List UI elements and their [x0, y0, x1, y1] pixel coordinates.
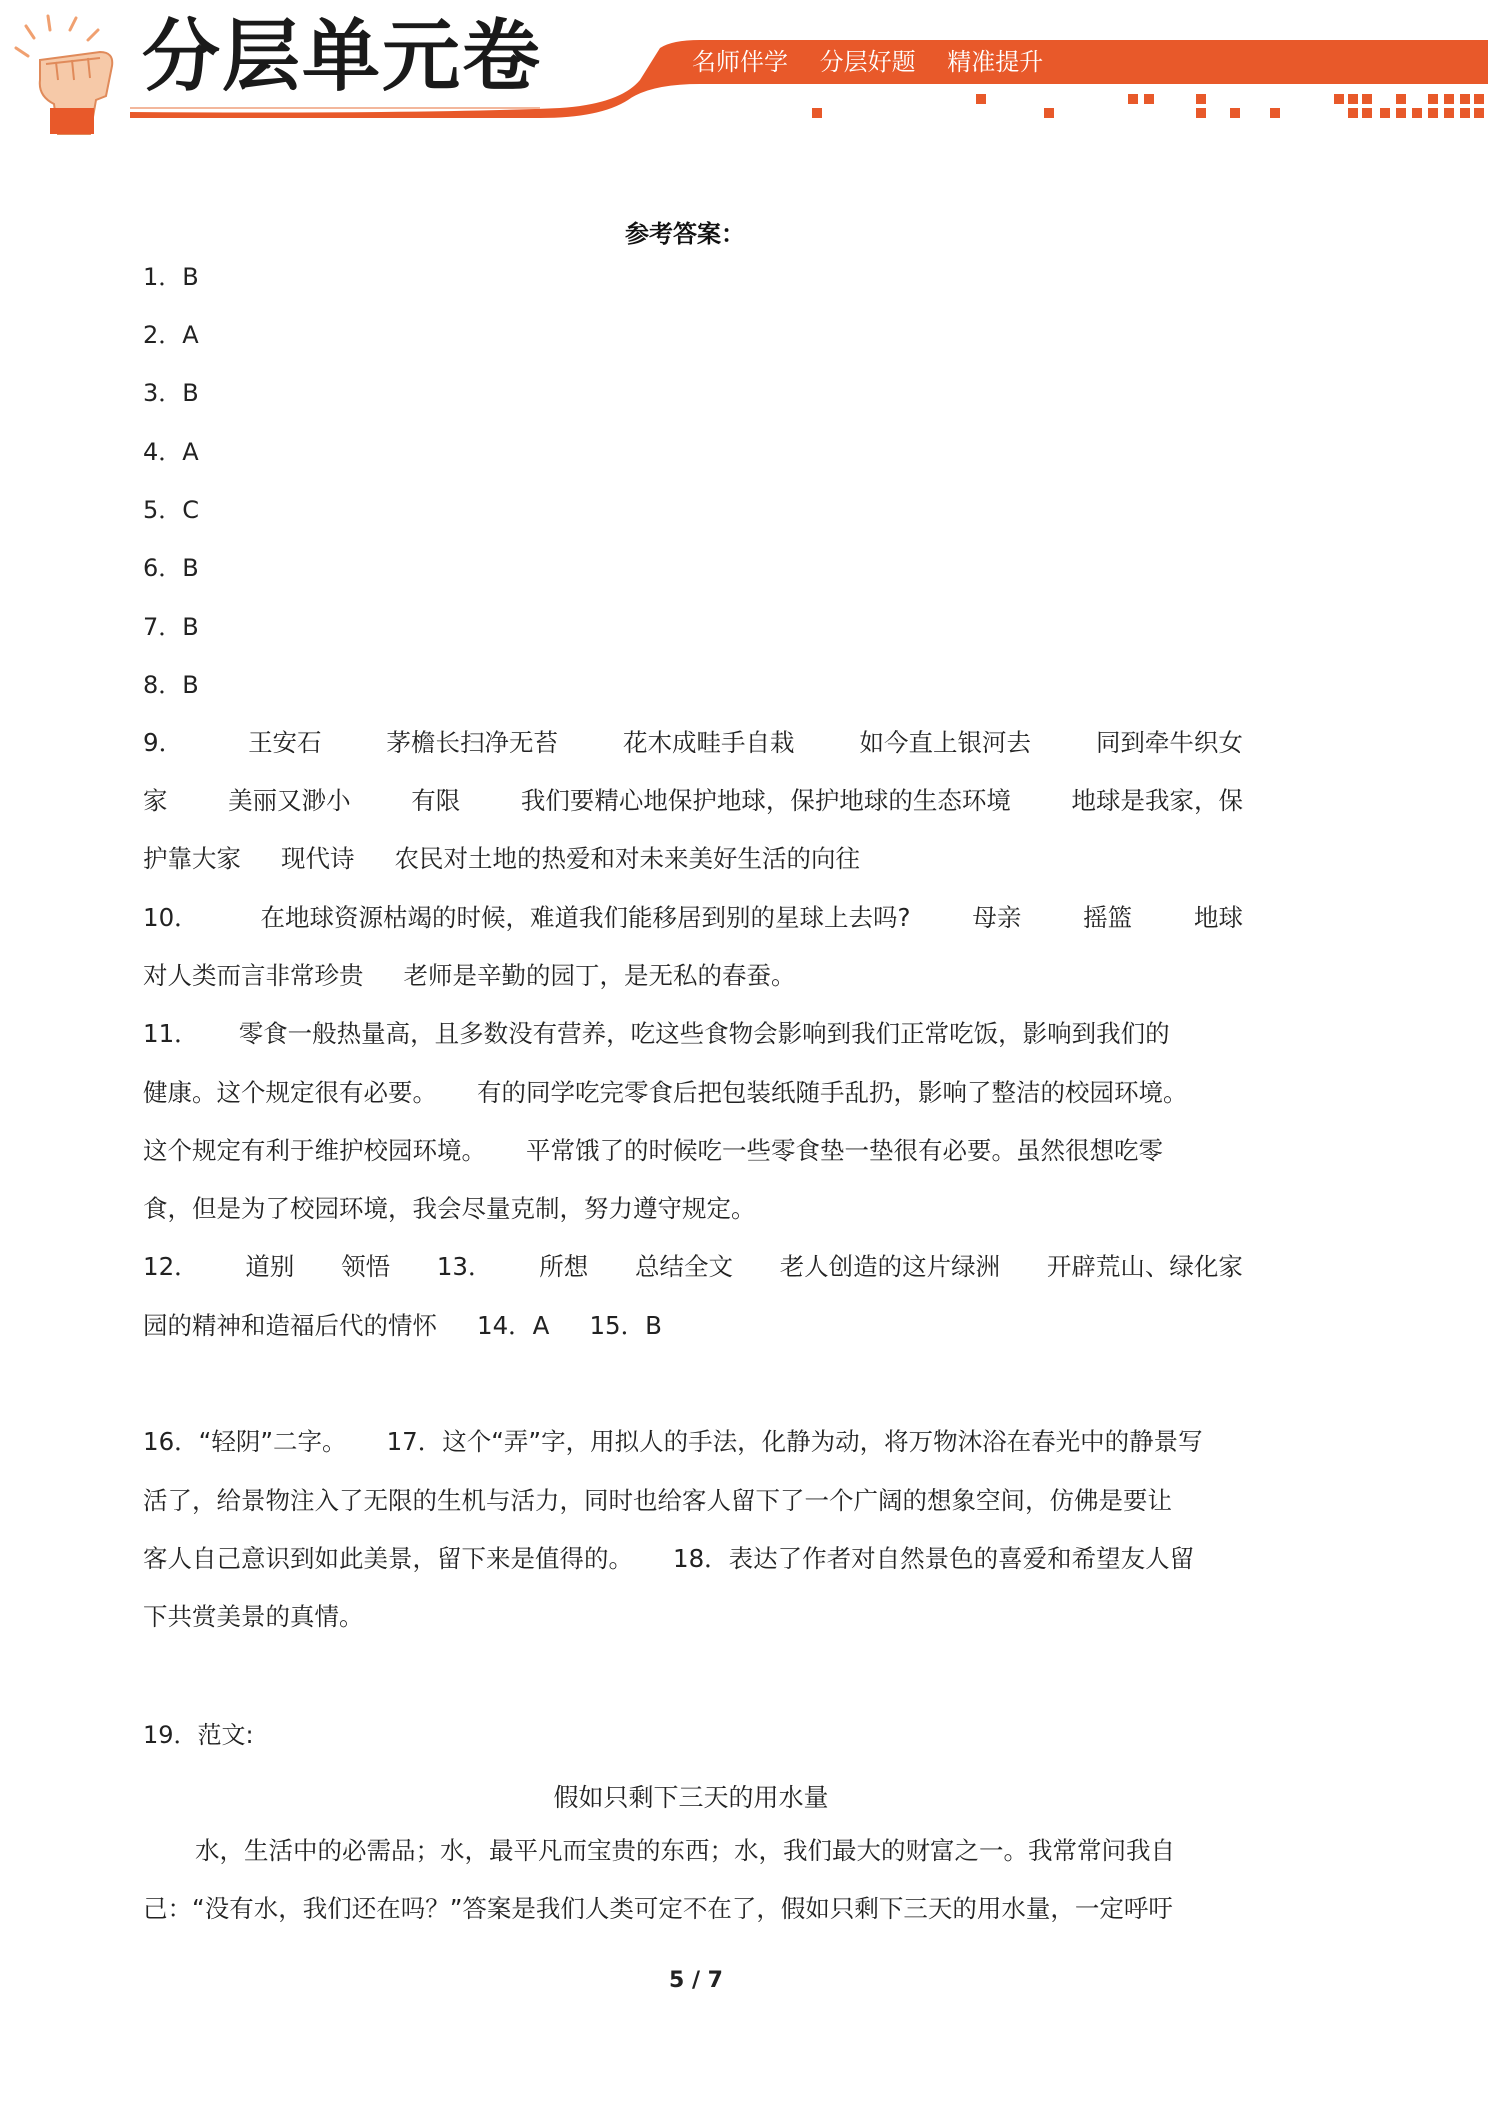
q10-item: 地球: [1193, 903, 1243, 932]
q13-number: 13．: [436, 1252, 493, 1281]
raised-fist-icon: [40, 52, 112, 134]
answer-6: 6．B: [143, 554, 199, 582]
q9-item: 美丽又渺小: [228, 786, 351, 815]
q9-item: 王安石: [248, 728, 322, 757]
q13-item: 开辟荒山、绿化家: [1046, 1252, 1243, 1281]
essay-line-2: [143, 1894, 1243, 1924]
q10-item: 在地球资源枯竭的时候，难道我们能移居到别的星球上去吗?: [260, 903, 911, 932]
q9-line-3: [143, 844, 1243, 874]
q12-line-2: [143, 1311, 1243, 1341]
q13-item: 老人创造的这片绿洲: [779, 1252, 1001, 1281]
essay-text: 己：“没有水，我们还在吗？”答案是我们人类可定不在了，假如只剩下三天的用水量，一定呼吁: [143, 1894, 1173, 1923]
essay-text: 水，生活中的必需品；水，最平凡而宝贵的东西；水，我们最大的财富之一。我常常问我自: [195, 1836, 1175, 1865]
q9-item: 地球是我家，保: [1071, 786, 1243, 815]
q9-line-2: [143, 786, 1243, 816]
q9-item: 护靠大家: [143, 844, 241, 873]
answer-8: 8．B: [143, 671, 199, 699]
answer-2: 2．A: [143, 321, 199, 349]
q11-text: 零食一般热量高，且多数没有营养，吃这些食物会影响到我们正常吃饭，影响到我们的: [238, 1019, 1170, 1048]
burst-lines-icon: [16, 16, 98, 56]
q9-item: 有限: [411, 786, 461, 815]
page-title: 参考答案：: [625, 220, 745, 248]
q10-line-2: [143, 961, 1243, 991]
q12-item: 领悟: [341, 1252, 391, 1281]
essay-title: 假如只剩下三天的用水量: [553, 1783, 829, 1812]
q11-line-1: [143, 1019, 1243, 1049]
page-number: 5 / 7: [669, 1968, 723, 1993]
q9-item: 农民对土地的热爱和对未来美好生活的向往: [394, 844, 860, 873]
q11-line-4: [143, 1194, 1243, 1224]
q12-number: 12．: [143, 1252, 199, 1281]
answer-14: 14．A: [477, 1311, 550, 1340]
q9-item: 现代诗: [281, 844, 355, 873]
q10-item: 老师是辛勤的园丁，是无私的春蚕。: [403, 961, 796, 990]
brand-title: 分层单元卷: [142, 12, 543, 102]
q11-number: 11．: [143, 1019, 199, 1048]
q19-label: 19．范文:: [143, 1721, 254, 1749]
q9-item: 同到牵牛织女: [1095, 728, 1243, 757]
decorative-squares: [812, 94, 1484, 118]
q16-text: 16．“轻阴”二字。: [143, 1427, 347, 1456]
q10-item: 摇篮: [1083, 903, 1133, 932]
q9-item: 花木成畦手自栽: [623, 728, 795, 757]
slogan-2: 分层好题: [819, 48, 916, 76]
answer-3: 3．B: [143, 379, 199, 407]
header-slogans: [692, 42, 1067, 82]
q10-number: 10．: [143, 903, 199, 932]
q11-text: 有的同学吃完零食后把包装纸随手乱扔，影响了整洁的校园环境。: [477, 1078, 1188, 1107]
q16-line-1: [143, 1427, 1243, 1457]
q18-text: 18．表达了作者对自然景色的喜爱和希望友人留: [673, 1544, 1195, 1573]
q11-text: 健康。这个规定很有必要。: [143, 1078, 437, 1107]
essay-line-1: [195, 1836, 1295, 1866]
q9-item: 家: [143, 786, 168, 815]
page-header: [0, 0, 1488, 140]
slogan-3: 精准提升: [947, 48, 1044, 76]
q10-item: 母亲: [972, 903, 1022, 932]
q18-text: 下共赏美景的真情。: [143, 1602, 364, 1631]
q16-line-3: [143, 1544, 1243, 1574]
q9-line-1: [143, 728, 1243, 758]
q12-item: 道别: [245, 1252, 295, 1281]
q9-item: 我们要精心地保护地球，保护地球的生态环境: [520, 786, 1011, 815]
q13-item: 所想: [539, 1252, 589, 1281]
q10-item: 对人类而言非常珍贵: [143, 961, 364, 990]
q11-line-3: [143, 1136, 1243, 1166]
answer-5: 5．C: [143, 496, 200, 524]
q9-item: 如今直上银河去: [859, 728, 1031, 757]
q9-number: 9．: [143, 728, 184, 757]
answer-15: 15．B: [589, 1311, 662, 1340]
q10-line-1: [143, 903, 1243, 933]
slogan-1: 名师伴学: [692, 48, 788, 76]
q13-item: 总结全文: [634, 1252, 733, 1281]
q17-text: 活了，给景物注入了无限的生机与活力，同时也给客人留下了一个广阔的想象空间，仿佛是要让: [143, 1486, 1172, 1515]
q11-line-2: [143, 1078, 1243, 1108]
answer-7: 7．B: [143, 613, 199, 641]
q11-text: 平常饿了的时候吃一些零食垫一垫很有必要。虽然很想吃零: [526, 1136, 1163, 1165]
q16-line-2: [143, 1486, 1243, 1516]
q16-line-4: [143, 1602, 1243, 1632]
q17-text: 客人自己意识到如此美景，留下来是值得的。: [143, 1544, 633, 1573]
q12-line-1: [143, 1252, 1243, 1282]
q13-item: 园的精神和造福后代的情怀: [143, 1311, 437, 1340]
q9-item: 茅檐长扫净无苔: [386, 728, 559, 757]
q11-text: 这个规定有利于维护校园环境。: [143, 1136, 486, 1165]
q17-text: 17．这个“弄”字，用拟人的手法，化静为动，将万物沐浴在春光中的静景写: [386, 1427, 1203, 1456]
answer-1: 1．B: [143, 263, 199, 291]
answer-4: 4．A: [143, 438, 199, 466]
q11-text: 食，但是为了校园环境，我会尽量克制，努力遵守规定。: [143, 1194, 756, 1223]
